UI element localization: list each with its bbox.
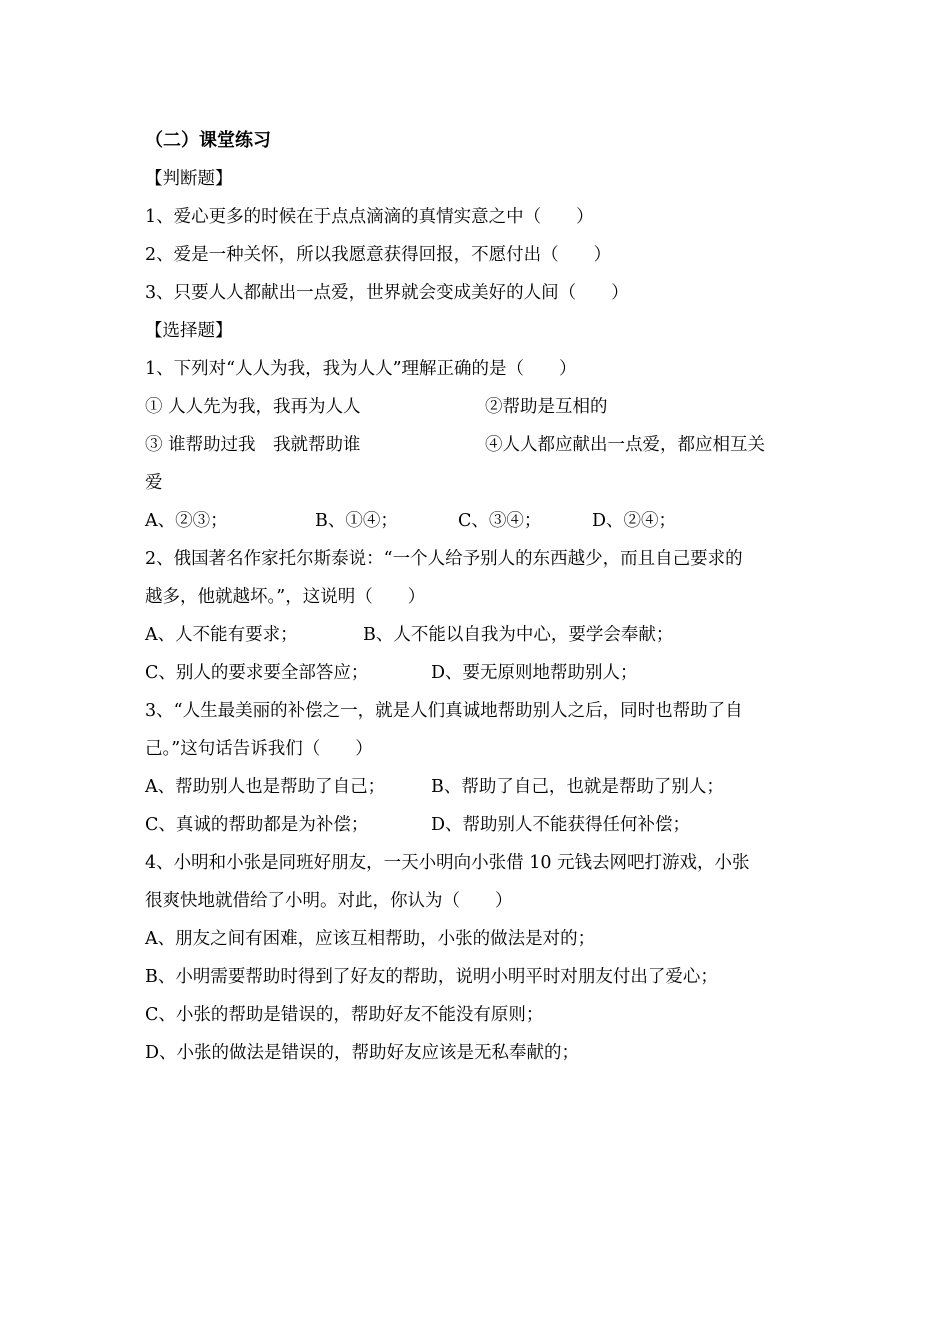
q4-option-c: C、小张的帮助是错误的，帮助好友不能没有原则； [145, 1005, 544, 1025]
q4-option-a: A、朋友之间有困难，应该互相帮助，小张的做法是对的； [145, 929, 596, 949]
q3-option-a: A、帮助别人也是帮助了自己； [145, 777, 386, 797]
q1-statement-4: ④人人都应献出一点爱，都应相互关 [485, 435, 765, 455]
q1-option-b: B、①④； [315, 511, 398, 531]
q1-option-a: A、②③； [145, 511, 228, 531]
q2-options-row-2 [145, 654, 825, 692]
q4-option-d: D、小张的做法是错误的，帮助好友应该是无私奉献的； [145, 1043, 580, 1063]
q3-option-c: C、真诚的帮助都是为补偿； [145, 815, 369, 835]
q1-statement-3: ③ 谁帮助过我 我就帮助谁 [145, 435, 361, 455]
judgment-item-1: 1、爱心更多的时候在于点点滴滴的真情实意之中（ ） [145, 207, 594, 227]
q2-options-row-1 [145, 616, 825, 654]
q3-option-d: D、帮助别人不能获得任何补偿； [431, 815, 691, 835]
q1-stem: 1、下列对“人人为我，我为人人”理解正确的是（ ） [145, 359, 577, 379]
q4-stem-line-2: 很爽快地就借给了小明。对此，你认为（ ） [145, 891, 513, 911]
q1-option-c: C、③④； [458, 511, 542, 531]
judgment-item-3: 3、只要人人都献出一点爱，世界就会变成美好的人间（ ） [145, 283, 629, 303]
q2-option-a: A、人不能有要求； [145, 625, 298, 645]
q2-option-b: B、人不能以自我为中心，要学会奉献； [363, 625, 674, 645]
q3-stem-line-1: 3、“人生最美丽的补偿之一，就是人们真诚地帮助别人之后，同时也帮助了自 [145, 701, 743, 721]
q1-statement-row-2 [145, 426, 825, 464]
q4-option-b: B、小明需要帮助时得到了好友的帮助，说明小明平时对朋友付出了爱心； [145, 967, 718, 987]
q2-stem-line-2: 越多，他就越坏。”，这说明（ ） [145, 587, 426, 607]
q3-options-row-1 [145, 768, 825, 806]
q1-statement-continuation: 爱 [145, 473, 163, 493]
judgment-header: 【判断题】 [145, 169, 233, 189]
document-page [145, 122, 825, 1072]
q2-option-c: C、别人的要求要全部答应； [145, 663, 369, 683]
q1-option-d: D、②④； [592, 511, 677, 531]
q4-stem-line-1: 4、小明和小张是同班好朋友，一天小明向小张借 10 元钱去网吧打游戏，小张 [145, 853, 750, 873]
choice-header: 【选择题】 [145, 321, 233, 341]
q2-option-d: D、要无原则地帮助别人； [431, 663, 638, 683]
q2-stem-line-1: 2、俄国著名作家托尔斯泰说：“一个人给予别人的东西越少，而且自己要求的 [145, 549, 743, 569]
q1-options [145, 502, 825, 540]
q1-statement-row-1 [145, 388, 825, 426]
q3-options-row-2 [145, 806, 825, 844]
section-title: （二）课堂练习 [145, 130, 271, 151]
q3-stem-line-2: 己。”这句话告诉我们（ ） [145, 739, 373, 759]
judgment-item-2: 2、爱是一种关怀，所以我愿意获得回报，不愿付出（ ） [145, 245, 612, 265]
q3-option-b: B、帮助了自己，也就是帮助了别人； [431, 777, 724, 797]
q1-statement-1: ① 人人先为我，我再为人人 [145, 397, 361, 417]
q1-statement-2: ②帮助是互相的 [485, 397, 608, 417]
